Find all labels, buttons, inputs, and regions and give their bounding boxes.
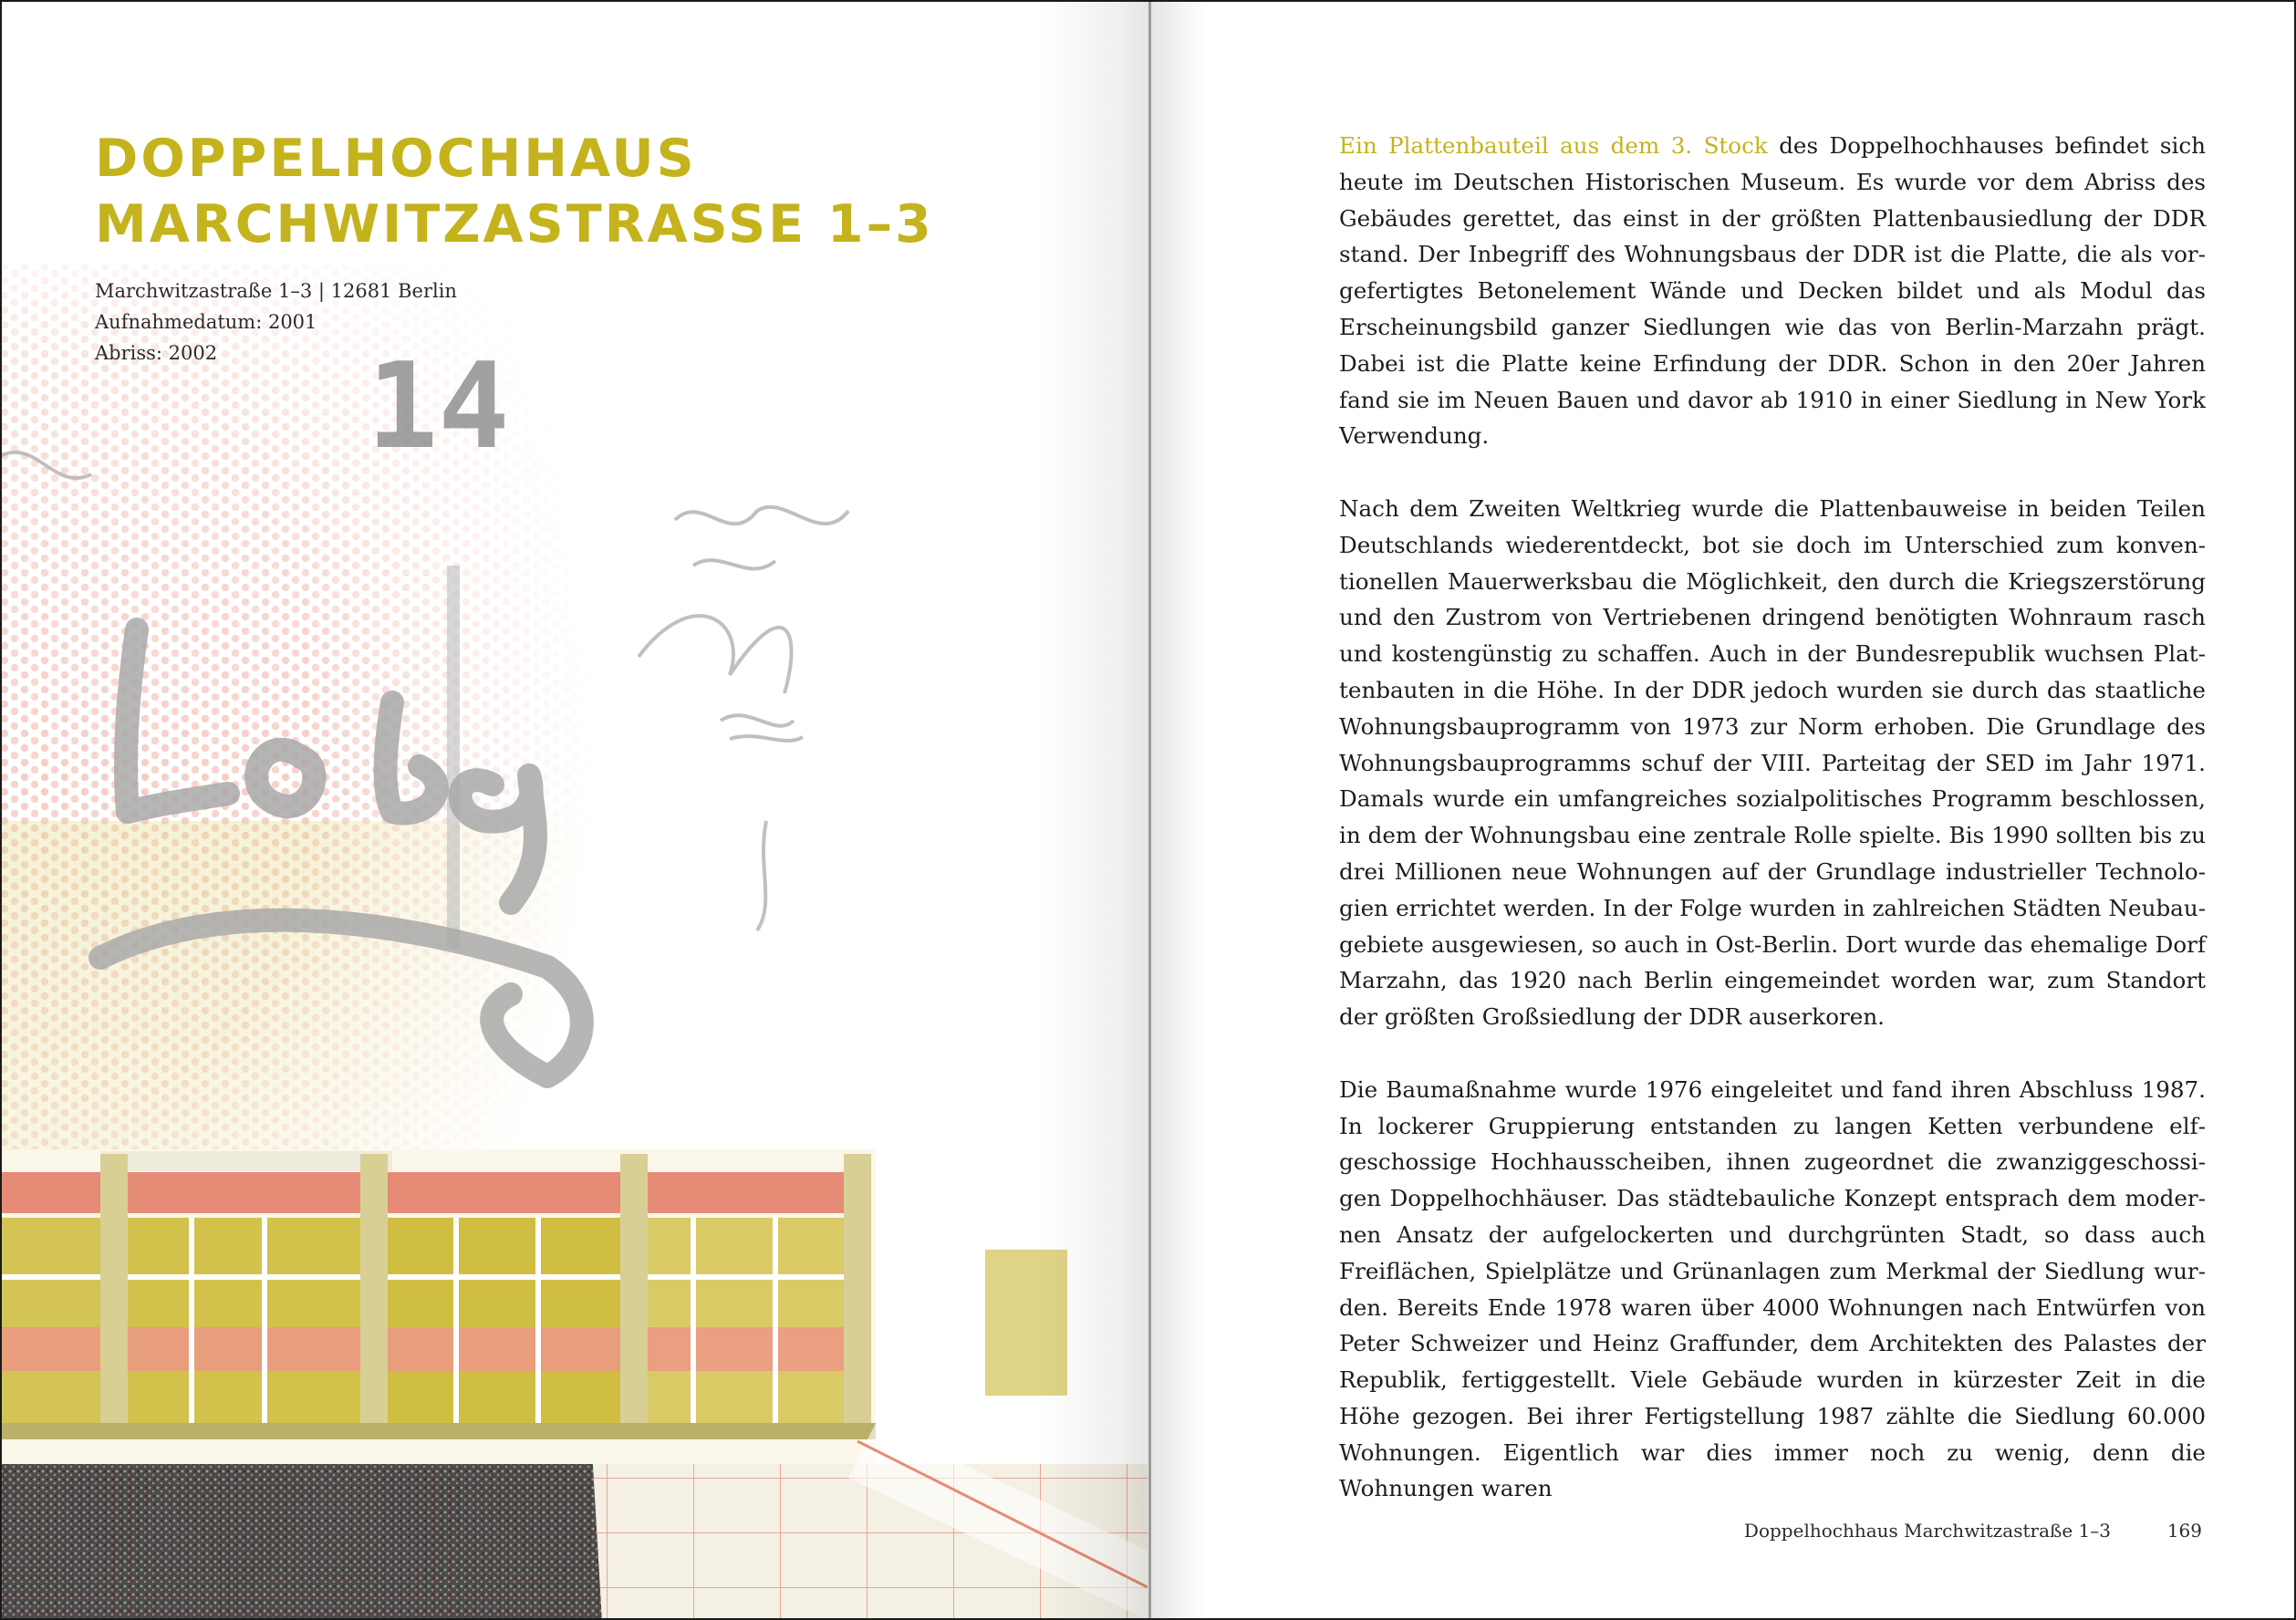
building-metadata	[95, 275, 457, 369]
address-line: Marchwitzastraße 1–3 | 12681 Berlin	[95, 280, 457, 302]
body-text	[1339, 128, 2206, 1543]
paragraph-3: Die Baumaßnahme wurde 1976 eingeleitet und fand ihren Abschluss 1987. In lockerer Gruppierung entstanden zu langen Ketten verbundene elfgeschossige Hochhausscheiben, ihnen zugeordnet die zwanziggeschossigen Doppelhochhäuser. Das städtebauliche Konzept entsprach dem modernen Ansatz der aufgelockerten und durchgrünten Stadt, so dass auch Freiflächen, Spielplätze und Grünanlagen zum Merkmal der Siedlung wurden. Bereits Ende 1978 waren über 4000 Wohnungen nach Entwürfen von Peter Schweizer und Heinz Graffunder, dem Architekten des Palastes der Republik, fertiggestellt. Viele Gebäude wurden in kürzester Zeit in die Höhe gezogen. Bei ihrer Fertigstellung 1987 zählte die Siedlung 60.000 Wohnungen. Eigentlich war dies immer noch zu wenig, denn die Wohnungen waren	[1339, 1075, 2206, 1502]
title-line-2: MARCHWITZASTRASSE 1–3	[95, 194, 934, 254]
paragraph-1-text: des Doppelhochhauses befindet sich heute im Deutschen Historischen Museum. Es wurde vor dem Abriss des Gebäudes gerettet, das einst in der größten Plattenbausiedlung der DDR stand. Der Inbegriff des Wohnungsbaus der DDR ist die Platte, die als vorgefertigtes Betonelement Wände und Decken bildet und als Modul das Erscheinungsbild ganzer Siedlungen wie das von Berlin-Marzahn prägt. Dabei ist die Platte keine Erfindung der DDR. Schon in den 20er Jahren fand sie im Neuen Bauen und davor ab 1910 in einer Siedlung in New York Verwendung.	[1339, 132, 2206, 450]
page-title	[95, 126, 934, 257]
demolition-line: Abriss: 2002	[95, 342, 218, 364]
gutter-shadow-right	[1151, 0, 1206, 1620]
svg-text:14: 14	[367, 337, 510, 475]
photo-date-line: Aufnahmedatum: 2001	[95, 311, 317, 333]
running-head: Doppelhochhaus Marchwitzastraße 1–3	[1743, 1520, 2111, 1542]
right-page	[1151, 0, 2296, 1620]
lead-phrase: Ein Plattenbauteil aus dem 3. Stock	[1339, 132, 1768, 159]
page-number: 169	[2166, 1520, 2202, 1542]
title-line-1: DOPPELHOCHHAUS	[95, 129, 697, 189]
paragraph-1	[1339, 128, 2206, 454]
paragraph-2: Nach dem Zweiten Weltkrieg wurde die Plattenbauweise in beiden Teilen Deutschlands wiederentdeckt, bot sie doch im Unterschied zum konventionellen Mauerwerksbau die Möglichkeit, den durch die Kriegszerstörung und den Zustrom von Vertriebenen dringend benötigten Wohnraum rasch und kostengünstig zu schaffen. Auch in der Bundesrepublik wuchsen Plattenbauten in die Höhe. In der DDR jedoch wurden sie durch das staatliche Wohnungsbauprogramm von 1973 zur Norm erhoben. Die Grundlage des Wohnungsbauprogramms schuf der VIII. Parteitag der SED im Jahr 1971. Damals wurde ein umfangreiches sozialpolitisches Programm beschlossen, in dem der Wohnungsbau eine zentrale Rolle spielte. Bis 1990 sollten bis zu drei Millionen neue Wohnungen auf der Grundlage industrieller Technologien errichtet werden. In der Folge wurden in zahlreichen Städten Neubaugebiete ausgewiesen, so auch in Ost-Berlin. Dort wurde das ehemalige Dorf Marzahn, das 1920 nach Berlin eingemeindet worden war, zum Standort der größten Großsiedlung der DDR auserkoren.	[1339, 494, 2206, 1031]
